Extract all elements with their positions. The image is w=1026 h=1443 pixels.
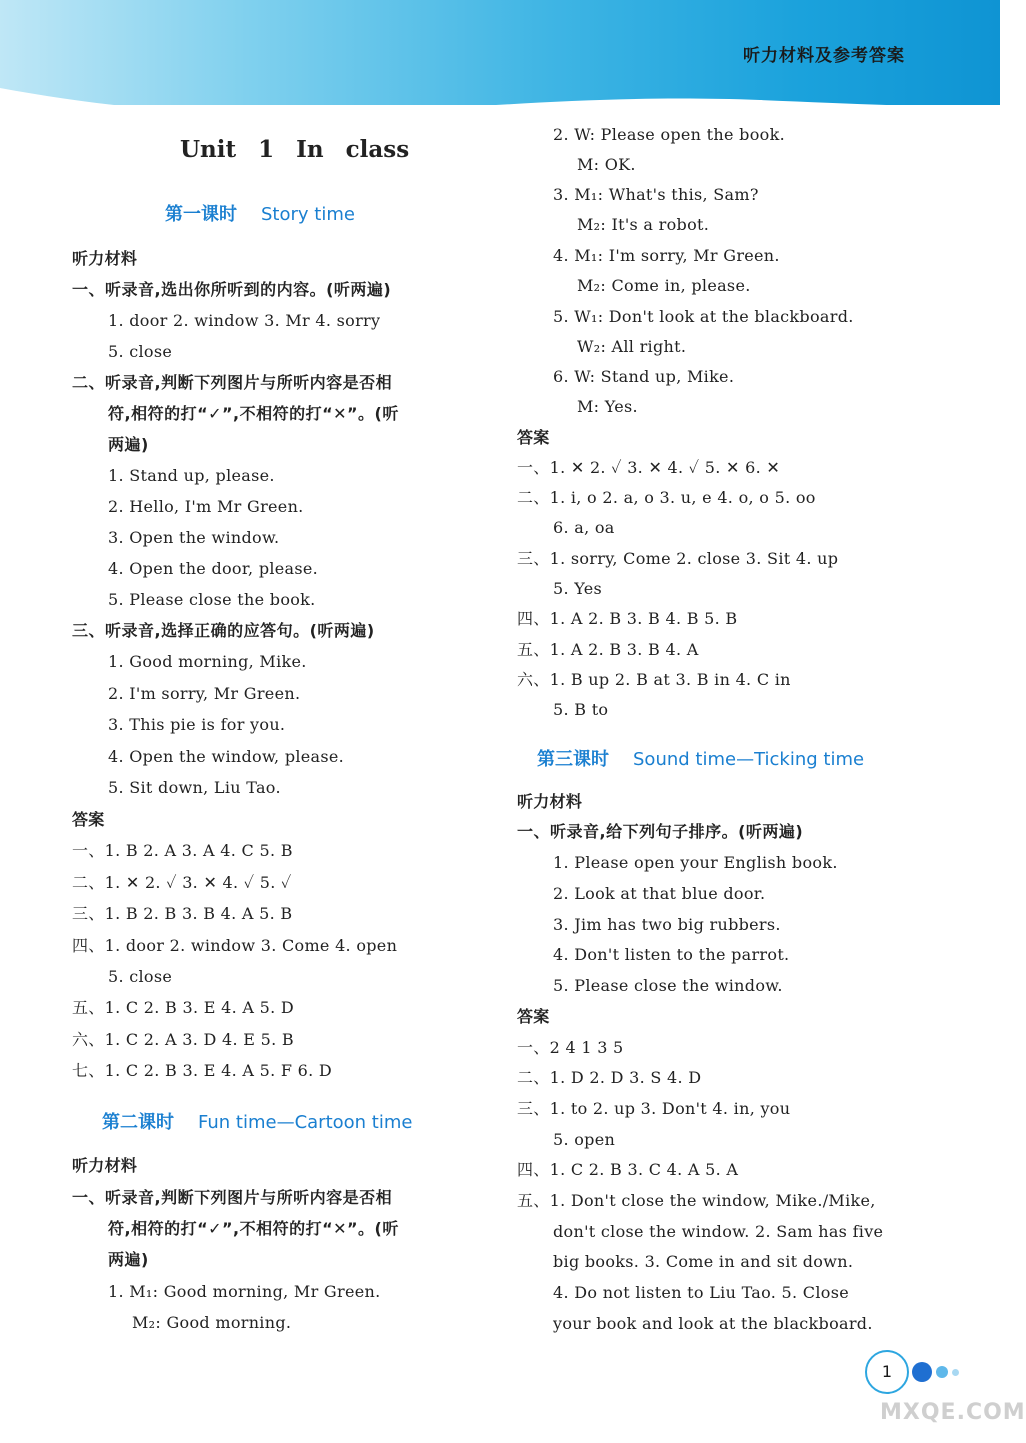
answer-line: 二、1. D 2. D 3. S 4. D (517, 1068, 702, 1087)
unit-title: Unit 1 In class (180, 136, 410, 163)
answer-line: 二、1. ✕ 2. ✓ 3. ✕ 4. ✓ 5. ✓ (72, 873, 292, 892)
section-title-1-zh: 第一课时 (165, 204, 237, 225)
text-line: 3. M₁: What's this, Sam? (553, 185, 759, 204)
text-line: M: OK. (577, 155, 636, 174)
text-line: 3. This pie is for you. (108, 715, 286, 734)
text-line: 5. Please close the window. (553, 976, 783, 995)
answer-line: 5. open (553, 1130, 616, 1149)
answer-line: your book and look at the blackboard. (553, 1314, 873, 1333)
text-line: M: Yes. (577, 397, 638, 416)
answer-line: big books. 3. Come in and sit down. (553, 1252, 854, 1271)
text-line: M₂: Come in, please. (577, 276, 751, 295)
answer-line: 6. a, oa (553, 518, 615, 537)
text-line: 5. Sit down, Liu Tao. (108, 778, 281, 797)
section-title-3 (537, 745, 864, 771)
page-number: 1 (865, 1350, 909, 1394)
text-line: 4. Open the door, please. (108, 559, 319, 578)
answer-line: 4. Do not listen to Liu Tao. 5. Close (553, 1283, 849, 1302)
answer-line: 5. Yes (553, 579, 603, 598)
text-line: W₂: All right. (577, 337, 687, 356)
section-title-3-en: Sound time—Ticking time (633, 749, 865, 770)
text-line: 1. Stand up, please. (108, 466, 275, 485)
text-line: 5. Please close the book. (108, 590, 316, 609)
section-title-1-en: Story time (261, 204, 355, 225)
question-heading: 一、听录音,给下列句子排序。(听两遍) (517, 822, 804, 841)
answer-line: 五、1. A 2. B 3. B 4. A (517, 640, 699, 659)
listening-heading: 听力材料 (72, 249, 138, 268)
answer-line: don't close the window. 2. Sam has five (553, 1222, 884, 1241)
text-line: 4. Open the window, please. (108, 747, 345, 766)
text-line: 4. M₁: I'm sorry, Mr Green. (553, 246, 780, 265)
header-title: 听力材料及参考答案 (743, 46, 905, 66)
answer-line: 七、1. C 2. B 3. E 4. A 5. F 6. D (72, 1061, 333, 1080)
answer-line: 六、1. C 2. A 3. D 4. E 5. B (72, 1030, 294, 1049)
text-line: 2. W: Please open the book. (553, 125, 785, 144)
answer-line: 一、2 4 1 3 5 (517, 1038, 624, 1057)
text-line: 1. door 2. window 3. Mr 4. sorry (108, 311, 381, 330)
text-line: 4. Don't listen to the parrot. (553, 945, 790, 964)
answer-line: 六、1. B up 2. B at 3. B in 4. C in (517, 670, 791, 689)
text-line: 1. Please open your English book. (553, 853, 838, 872)
listening-heading: 听力材料 (517, 792, 583, 811)
section-title-2-zh: 第二课时 (102, 1112, 174, 1133)
text-line: 6. W: Stand up, Mike. (553, 367, 735, 386)
answer-line: 五、1. C 2. B 3. E 4. A 5. D (72, 998, 294, 1017)
section-title-3-zh: 第三课时 (537, 749, 609, 770)
answer-line: 五、1. Don't close the window, Mike./Mike, (517, 1191, 876, 1210)
text-line: 1. M₁: Good morning, Mr Green. (108, 1282, 381, 1301)
answer-heading: 答案 (72, 810, 105, 829)
section-title-2 (102, 1108, 412, 1134)
listening-heading: 听力材料 (72, 1156, 138, 1175)
text-line: 5. close (108, 342, 173, 361)
text-line: 3. Open the window. (108, 528, 280, 547)
text-line: 2. Hello, I'm Mr Green. (108, 497, 304, 516)
decor-dot-icon (952, 1369, 959, 1376)
answer-line: 四、1. C 2. B 3. C 4. A 5. A (517, 1160, 739, 1179)
watermark: MXQE.COM (880, 1400, 1026, 1425)
text-line: 5. W₁: Don't look at the blackboard. (553, 307, 854, 326)
section-title-1 (165, 200, 355, 226)
text-line: 3. Jim has two big rubbers. (553, 915, 781, 934)
question-heading: 一、听录音,选出你所听到的内容。(听两遍) (72, 280, 392, 299)
decor-dot-icon (936, 1366, 948, 1378)
question-heading: 两遍) (108, 1250, 149, 1269)
text-line: M₂: It's a robot. (577, 215, 710, 234)
answer-heading: 答案 (517, 428, 550, 447)
decor-dot-icon (912, 1362, 932, 1382)
answer-line: 一、1. B 2. A 3. A 4. C 5. B (72, 841, 293, 860)
answer-line: 5. B to (553, 700, 609, 719)
answer-line: 5. close (108, 967, 173, 986)
question-heading: 两遍) (108, 435, 149, 454)
answer-line: 三、1. sorry, Come 2. close 3. Sit 4. up (517, 549, 839, 568)
answer-line: 四、1. A 2. B 3. B 4. B 5. B (517, 609, 738, 628)
question-heading: 三、听录音,选择正确的应答句。(听两遍) (72, 621, 375, 640)
text-line: 2. Look at that blue door. (553, 884, 766, 903)
answer-line: 一、1. ✕ 2. ✓ 3. ✕ 4. ✓ 5. ✕ 6. ✕ (517, 458, 781, 477)
question-heading: 一、听录音,判断下列图片与所听内容是否相 (72, 1188, 393, 1207)
question-heading: 符,相符的打“✓”,不相符的打“✕”。(听 (108, 404, 399, 423)
question-heading: 符,相符的打“✓”,不相符的打“✕”。(听 (108, 1219, 399, 1238)
answer-heading: 答案 (517, 1007, 550, 1026)
answer-line: 四、1. door 2. window 3. Come 4. open (72, 936, 398, 955)
text-line: 2. I'm sorry, Mr Green. (108, 684, 301, 703)
text-line: M₂: Good morning. (132, 1313, 292, 1332)
answer-line: 二、1. i, o 2. a, o 3. u, e 4. o, o 5. oo (517, 488, 816, 507)
answer-line: 三、1. B 2. B 3. B 4. A 5. B (72, 904, 293, 923)
question-heading: 二、听录音,判断下列图片与所听内容是否相 (72, 373, 393, 392)
text-line: 1. Good morning, Mike. (108, 652, 307, 671)
section-title-2-en: Fun time—Cartoon time (198, 1112, 413, 1133)
answer-line: 三、1. to 2. up 3. Don't 4. in, you (517, 1099, 791, 1118)
